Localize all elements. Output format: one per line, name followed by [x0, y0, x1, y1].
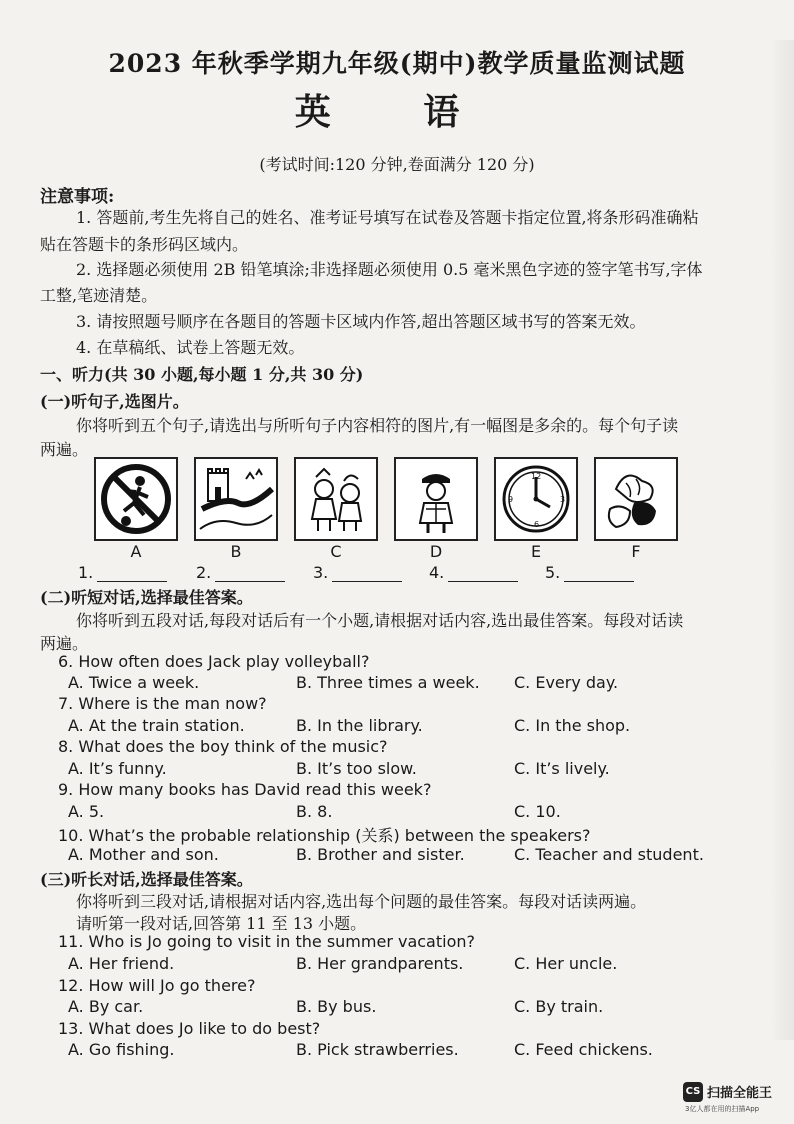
- option-a[interactable]: A. Mother and son.: [68, 845, 219, 864]
- subject-title: 英 语: [294, 91, 500, 133]
- vegetables-icon: [596, 459, 676, 539]
- part-instructions: 你将听到五个句子,请选出与所听句子内容相符的图片,有一幅图是多余的。每个句子读: [76, 416, 679, 435]
- note-line: 贴在答题卡的条形码区域内。: [40, 235, 249, 254]
- option-b[interactable]: B. Her grandparents.: [296, 954, 464, 973]
- option-c[interactable]: C. Her uncle.: [514, 954, 618, 973]
- question-8: 8. What does the boy think of the music?: [58, 737, 388, 756]
- option-c[interactable]: C. Teacher and student.: [514, 845, 704, 864]
- notes-heading: 注意事项:: [40, 187, 115, 207]
- question-13: 13. What does Jo like to do best?: [58, 1019, 321, 1038]
- blank-line: [564, 567, 634, 582]
- picture-vegetables: [594, 457, 678, 541]
- picture-label: C: [330, 542, 342, 561]
- answer-blank[interactable]: [313, 563, 402, 582]
- option-a[interactable]: A. By car.: [68, 997, 144, 1016]
- part-instructions: 你将听到三段对话,请根据对话内容,选出每个问题的最佳答案。每段对话读两遍。: [76, 892, 647, 911]
- part-heading: (一)听句子,选图片。: [40, 392, 189, 411]
- part-instructions: 你将听到五段对话,每段对话后有一个小题,请根据对话内容,选出最佳答案。每段对话读: [76, 611, 684, 630]
- scanner-logo-icon: CS: [683, 1082, 703, 1102]
- question-11: 11. Who is Jo going to visit in the summer vacation?: [58, 932, 475, 951]
- svg-text:12: 12: [531, 472, 542, 481]
- answer-blank[interactable]: [545, 563, 634, 582]
- part-instructions: 两遍。: [40, 634, 89, 653]
- option-b[interactable]: B. It’s too slow.: [296, 759, 417, 778]
- section-heading: 一、听力(共 30 小题,每小题 1 分,共 30 分): [40, 365, 364, 384]
- part-instructions: 请听第一段对话,回答第 11 至 13 小题。: [76, 914, 367, 933]
- picture-label: F: [631, 542, 641, 561]
- scanner-watermark: [683, 1080, 793, 1120]
- option-c[interactable]: C. It’s lively.: [514, 759, 610, 778]
- part-heading: (二)听短对话,选择最佳答案。: [40, 588, 253, 607]
- option-a[interactable]: A. Go fishing.: [68, 1040, 175, 1059]
- option-b[interactable]: B. 8.: [296, 802, 333, 821]
- picture-label: B: [230, 542, 242, 561]
- option-b[interactable]: B. Pick strawberries.: [296, 1040, 459, 1059]
- note-line: 3. 请按照题号顺序在各题目的答题卡区域内作答,超出答题区域书写的答案无效。: [76, 312, 646, 331]
- picture-soldier: [394, 457, 478, 541]
- option-b[interactable]: B. In the library.: [296, 716, 423, 735]
- svg-text:9: 9: [508, 495, 514, 504]
- no-football-icon: [96, 459, 176, 539]
- picture-label: E: [530, 542, 542, 561]
- option-c[interactable]: C. In the shop.: [514, 716, 631, 735]
- svg-text:6: 6: [534, 520, 540, 529]
- picture-label: D: [429, 542, 443, 561]
- blank-line: [97, 567, 167, 582]
- blank-number: 2.: [196, 563, 212, 582]
- answer-blank[interactable]: [78, 563, 167, 582]
- scanner-app-name: 扫描全能王: [707, 1086, 773, 1101]
- scanner-slogan: 3亿人都在用的扫描App: [685, 1105, 760, 1113]
- exam-title: 2023 年秋季学期九年级(期中)教学质量监测试题: [108, 49, 686, 78]
- question-6: 6. How often does Jack play volleyball?: [58, 652, 370, 671]
- option-c[interactable]: C. Feed chickens.: [514, 1040, 653, 1059]
- answer-blank[interactable]: [429, 563, 518, 582]
- children-icon: [296, 459, 376, 539]
- answer-blank[interactable]: [196, 563, 285, 582]
- option-b[interactable]: B. By bus.: [296, 997, 377, 1016]
- blank-number: 3.: [313, 563, 329, 582]
- option-a[interactable]: A. Her friend.: [68, 954, 175, 973]
- option-c[interactable]: C. By train.: [514, 997, 604, 1016]
- option-a[interactable]: A. At the train station.: [68, 716, 245, 735]
- blank-line: [448, 567, 518, 582]
- option-b[interactable]: B. Three times a week.: [296, 673, 480, 692]
- soldier-icon: [396, 459, 476, 539]
- option-a[interactable]: A. 5.: [68, 802, 105, 821]
- svg-text:3: 3: [560, 495, 566, 504]
- blank-number: 5.: [545, 563, 561, 582]
- exam-time-note: (考试时间:120 分钟,卷面满分 120 分): [259, 155, 535, 174]
- picture-label: A: [130, 542, 142, 561]
- note-line: 1. 答题前,考生先将自己的姓名、准考证号填写在试卷及答题卡指定位置,将条形码准确粘: [76, 208, 699, 227]
- option-a[interactable]: A. Twice a week.: [68, 673, 200, 692]
- blank-number: 4.: [429, 563, 445, 582]
- question-7: 7. Where is the man now?: [58, 694, 267, 713]
- question-12: 12. How will Jo go there?: [58, 976, 256, 995]
- part-heading: (三)听长对话,选择最佳答案。: [40, 870, 253, 889]
- picture-no-football: [94, 457, 178, 541]
- blank-number: 1.: [78, 563, 94, 582]
- option-a[interactable]: A. It’s funny.: [68, 759, 167, 778]
- picture-great-wall: [194, 457, 278, 541]
- note-line: 2. 选择题必须使用 2B 铅笔填涂;非选择题必须使用 0.5 毫米黑色字迹的签字笔书写,字体: [76, 260, 703, 279]
- blank-line: [332, 567, 402, 582]
- note-line: 工整,笔迹清楚。: [40, 286, 158, 305]
- question-9: 9. How many books has David read this week?: [58, 780, 432, 799]
- question-10: 10. What’s the probable relationship (关系) between the speakers?: [58, 826, 591, 845]
- option-b[interactable]: B. Brother and sister.: [296, 845, 465, 864]
- picture-clock: [494, 457, 578, 541]
- note-line: 4. 在草稿纸、试卷上答题无效。: [76, 338, 305, 357]
- picture-children: [294, 457, 378, 541]
- option-c[interactable]: C. 10.: [514, 802, 561, 821]
- part-instructions: 两遍。: [40, 440, 89, 459]
- great-wall-icon: [196, 459, 276, 539]
- page-edge-shadow: [770, 40, 794, 1040]
- blank-line: [215, 567, 285, 582]
- option-c[interactable]: C. Every day.: [514, 673, 619, 692]
- clock-icon: [496, 459, 576, 539]
